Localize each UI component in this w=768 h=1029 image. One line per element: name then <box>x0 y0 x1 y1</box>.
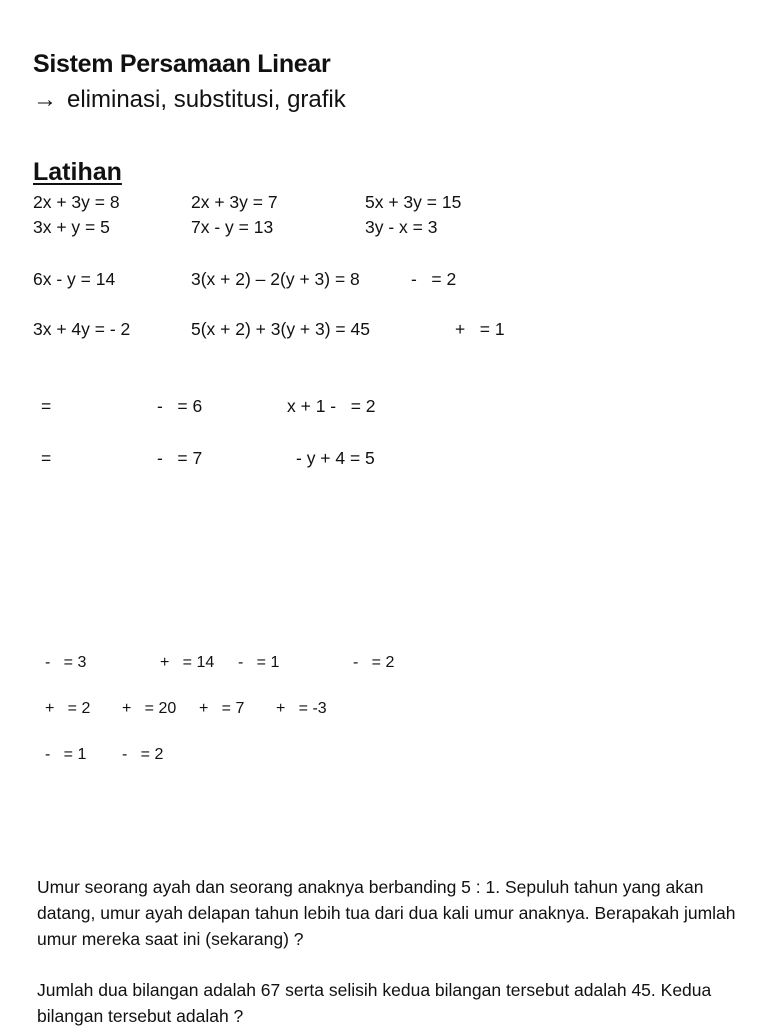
equation: = <box>41 396 52 416</box>
equation: + = 2 <box>45 700 91 717</box>
equation: - y + 4 = 5 <box>296 448 375 468</box>
equation: 3x + y = 5 <box>33 217 110 237</box>
latihan-heading: Latihan <box>33 158 122 186</box>
equation: 5(x + 2) + 3(y + 3) = 45 <box>191 319 370 339</box>
equation: - = 2 <box>353 654 395 671</box>
equation: + = 14 <box>160 654 215 671</box>
equation: = <box>41 448 52 468</box>
equation: + = 20 <box>122 700 177 717</box>
equation: 3x + 4y = - 2 <box>33 319 131 339</box>
equation: 5x + 3y = 15 <box>365 192 462 212</box>
equation: - = 2 <box>411 269 457 289</box>
equation: 7x - y = 13 <box>191 217 274 237</box>
equation: x + 1 - = 2 <box>287 396 376 416</box>
equation: 3(x + 2) – 2(y + 3) = 8 <box>191 269 360 289</box>
equation: 6x - y = 14 <box>33 269 116 289</box>
word-problem-numbers: Jumlah dua bilangan adalah 67 serta selisih kedua bilangan tersebut adalah 45. Kedua bilangan tersebut adalah ? <box>37 980 712 1026</box>
equation: - = 1 <box>238 654 280 671</box>
equation: + = 1 <box>455 319 505 339</box>
equation: - = 7 <box>157 448 203 468</box>
page-title: Sistem Persamaan Linear <box>33 50 331 78</box>
equation: - = 2 <box>122 746 164 763</box>
equation: 2x + 3y = 7 <box>191 192 278 212</box>
subtitle-line <box>33 86 346 114</box>
equation: 2x + 3y = 8 <box>33 192 120 212</box>
subtitle-text: eliminasi, substitusi, grafik <box>67 86 346 113</box>
arrow-right-icon: → <box>33 86 57 113</box>
equation: + = 7 <box>199 700 245 717</box>
equation: + = -3 <box>276 700 327 717</box>
equation: - = 1 <box>45 746 87 763</box>
equation: - = 3 <box>45 654 87 671</box>
equation: - = 6 <box>157 396 203 416</box>
word-problem-age: Umur seorang ayah dan seorang anaknya berbanding 5 : 1. Sepuluh tahun yang akan datang, umur ayah delapan tahun lebih tua dari dua kali umur anaknya. Berapakah jumlah umur mereka saat ini (sekarang) ? <box>37 877 736 949</box>
equation: 3y - x = 3 <box>365 217 438 237</box>
